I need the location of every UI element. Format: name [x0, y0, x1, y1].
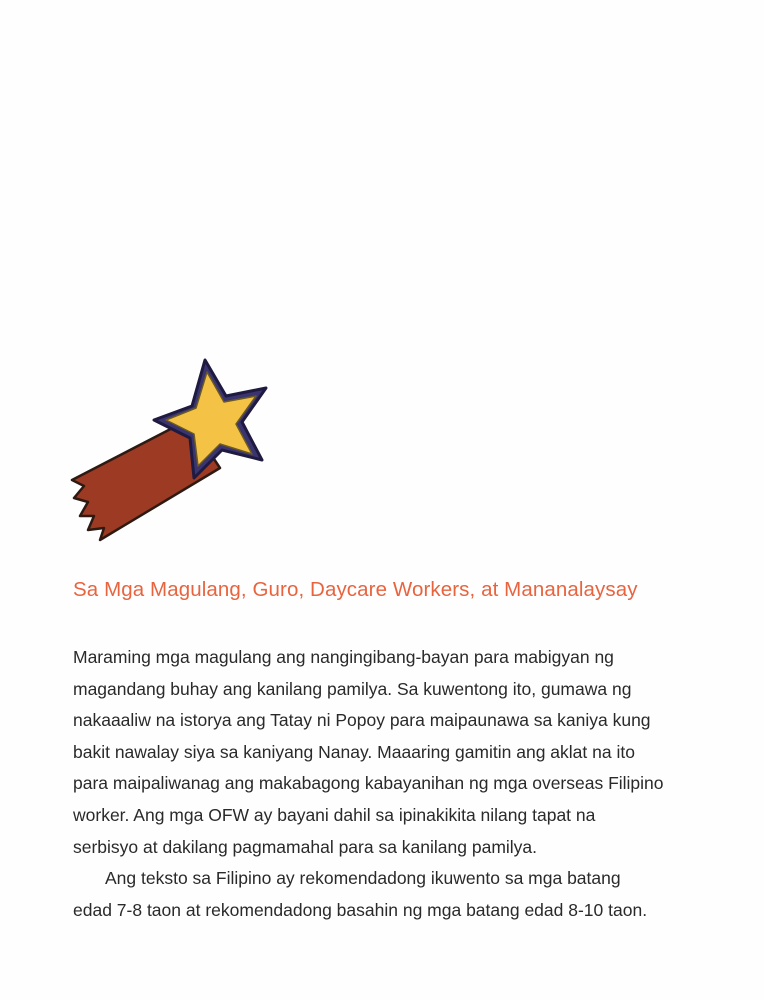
paragraph-age-recommendation	[73, 863, 713, 926]
text-line: Maraming mga magulang ang nangingibang-bayan para mabigyan ng	[73, 647, 614, 667]
text-line: worker. Ang mga OFW ay bayani dahil sa ipinakikita nilang tapat na	[73, 804, 596, 825]
text-line: magandang buhay ang kanilang pamilya. Sa kuwentong ito, gumawa ng	[73, 678, 632, 699]
text-line: serbisyo at dakilang pagmamahal para sa kanilang pamilya.	[73, 836, 538, 857]
paragraph-ofw-intro	[73, 642, 713, 863]
page-heading: Sa Mga Magulang, Guro, Daycare Workers, at Mananalaysay	[73, 578, 638, 601]
text-line: bakit nawalay siya sa kaniyang Nanay. Maaaring gamitin ang aklat na ito	[73, 741, 635, 762]
text-line: nakaaaliw na istorya ang Tatay ni Popoy para maipaunawa sa kaniya kung	[73, 710, 651, 731]
shooting-star-icon	[70, 358, 270, 543]
text-line: para maipaliwanag ang makabagong kabayanihan ng mga overseas Filipino	[73, 773, 664, 794]
text-line: Ang teksto sa Filipino ay rekomendadong ikuwento sa mga batang	[105, 868, 621, 889]
body-text	[73, 642, 713, 926]
text-line: edad 7-8 taon at rekomendadong basahin ng mga batang edad 8-10 taon.	[73, 899, 648, 920]
